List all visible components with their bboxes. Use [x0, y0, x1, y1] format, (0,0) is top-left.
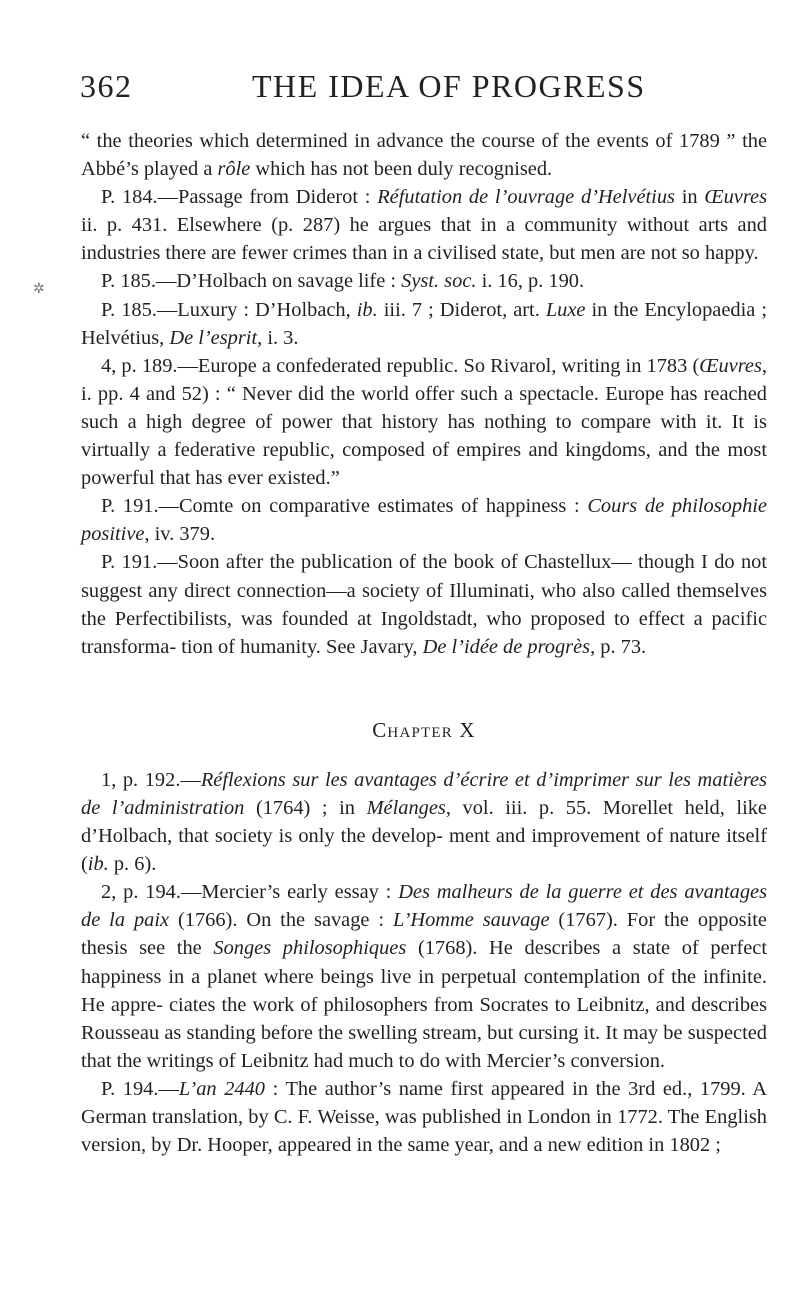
note-paragraph: P. 194.—L’an 2440 : The author’s name first appeared in the 3rd ed., 1799. A German translation, by C. F. Weisse, was published in London in 1772. The English version, by Dr. Hooper, appeared in the same year, and a new edition in 1802 ;: [81, 1077, 767, 1157]
margin-mark: ✲: [33, 281, 45, 297]
page-number: 362: [80, 68, 133, 104]
note-paragraph: P. 185.—Luxury : D’Holbach, ib. iii. 7 ; Diderot, art. Luxe in the Encylopaedia ; Helvétius, De l’esprit, i. 3.: [81, 298, 767, 349]
note-paragraph: P. 191.—Comte on comparative estimates of happiness : Cours de philosophie positive, iv. 379.: [81, 495, 767, 546]
note-paragraph: P. 191.—Soon after the publication of the book of Chastellux— though I do not suggest any direct connection—a society of Illuminati, who also called themselves the Perfectibilists, was founded at Ingoldstadt, who proposed to effect a pacific transforma- tion of humanity. See Javary, De l’idée de progrès, p. 73.: [81, 551, 767, 658]
note-paragraph: P. 185.—D’Holbach on savage life : Syst. soc. i. 16, p. 190.: [101, 270, 585, 293]
running-title: THE IDEA OF PROGRESS: [252, 68, 646, 104]
note-paragraph: P. 184.—Passage from Diderot : Réfutation de l’ouvrage d’Helvétius in Œuvres ii. p. 431. Elsewhere (p. 287) he argues that in a community without arts and industries there are fewer crimes than in a civilised state, but men are not so happy.: [81, 186, 768, 265]
page-header: [80, 68, 760, 118]
chapter-heading: Chapter X: [372, 717, 476, 742]
note-paragraph: 2, p. 194.—Mercier’s early essay : Des malheurs de la guerre et des avantages de la paix (1766). On the savage : L’Homme sauvage (1767). For the opposite thesis see the Songes philosophiques (1768). He describes a state of perfect happiness in a planet where beings live in perpetual contemplation of the infinite. He appre- ciates the work of philosophers from Socrates to Leibnitz, and describes Rousseau as standing before the swelling stream, but cursing it. It may be suspected that the writings of Leibnitz had much to do with Mercier’s conversion.: [81, 881, 768, 1072]
note-paragraph: 4, p. 189.—Europe a confederated republic. So Rivarol, writing in 1783 (Œuvres, i. pp. 4 and 52) : “ Never did the world offer such a spectacle. Europe has reached such a high degree of power that history has nothing to compare with it. It is virtually a federative republic, composed of empires and kingdoms, and the most powerful that has ever existed.”: [81, 354, 767, 490]
notes-body: [81, 127, 767, 1159]
note-paragraph: “ the theories which determined in advance the course of the events of 1789 ” the Abbé’s played a rôle which has not been duly recognised.: [81, 130, 767, 181]
note-paragraph: 1, p. 192.—Réflexions sur les avantages d’écrire et d’imprimer sur les matières de l’administration (1764) ; in Mélanges, vol. iii. p. 55. Morellet held, like d’Holbach, that society is only the develop- ment and improvement of nature itself (ib. p. 6).: [81, 768, 767, 876]
